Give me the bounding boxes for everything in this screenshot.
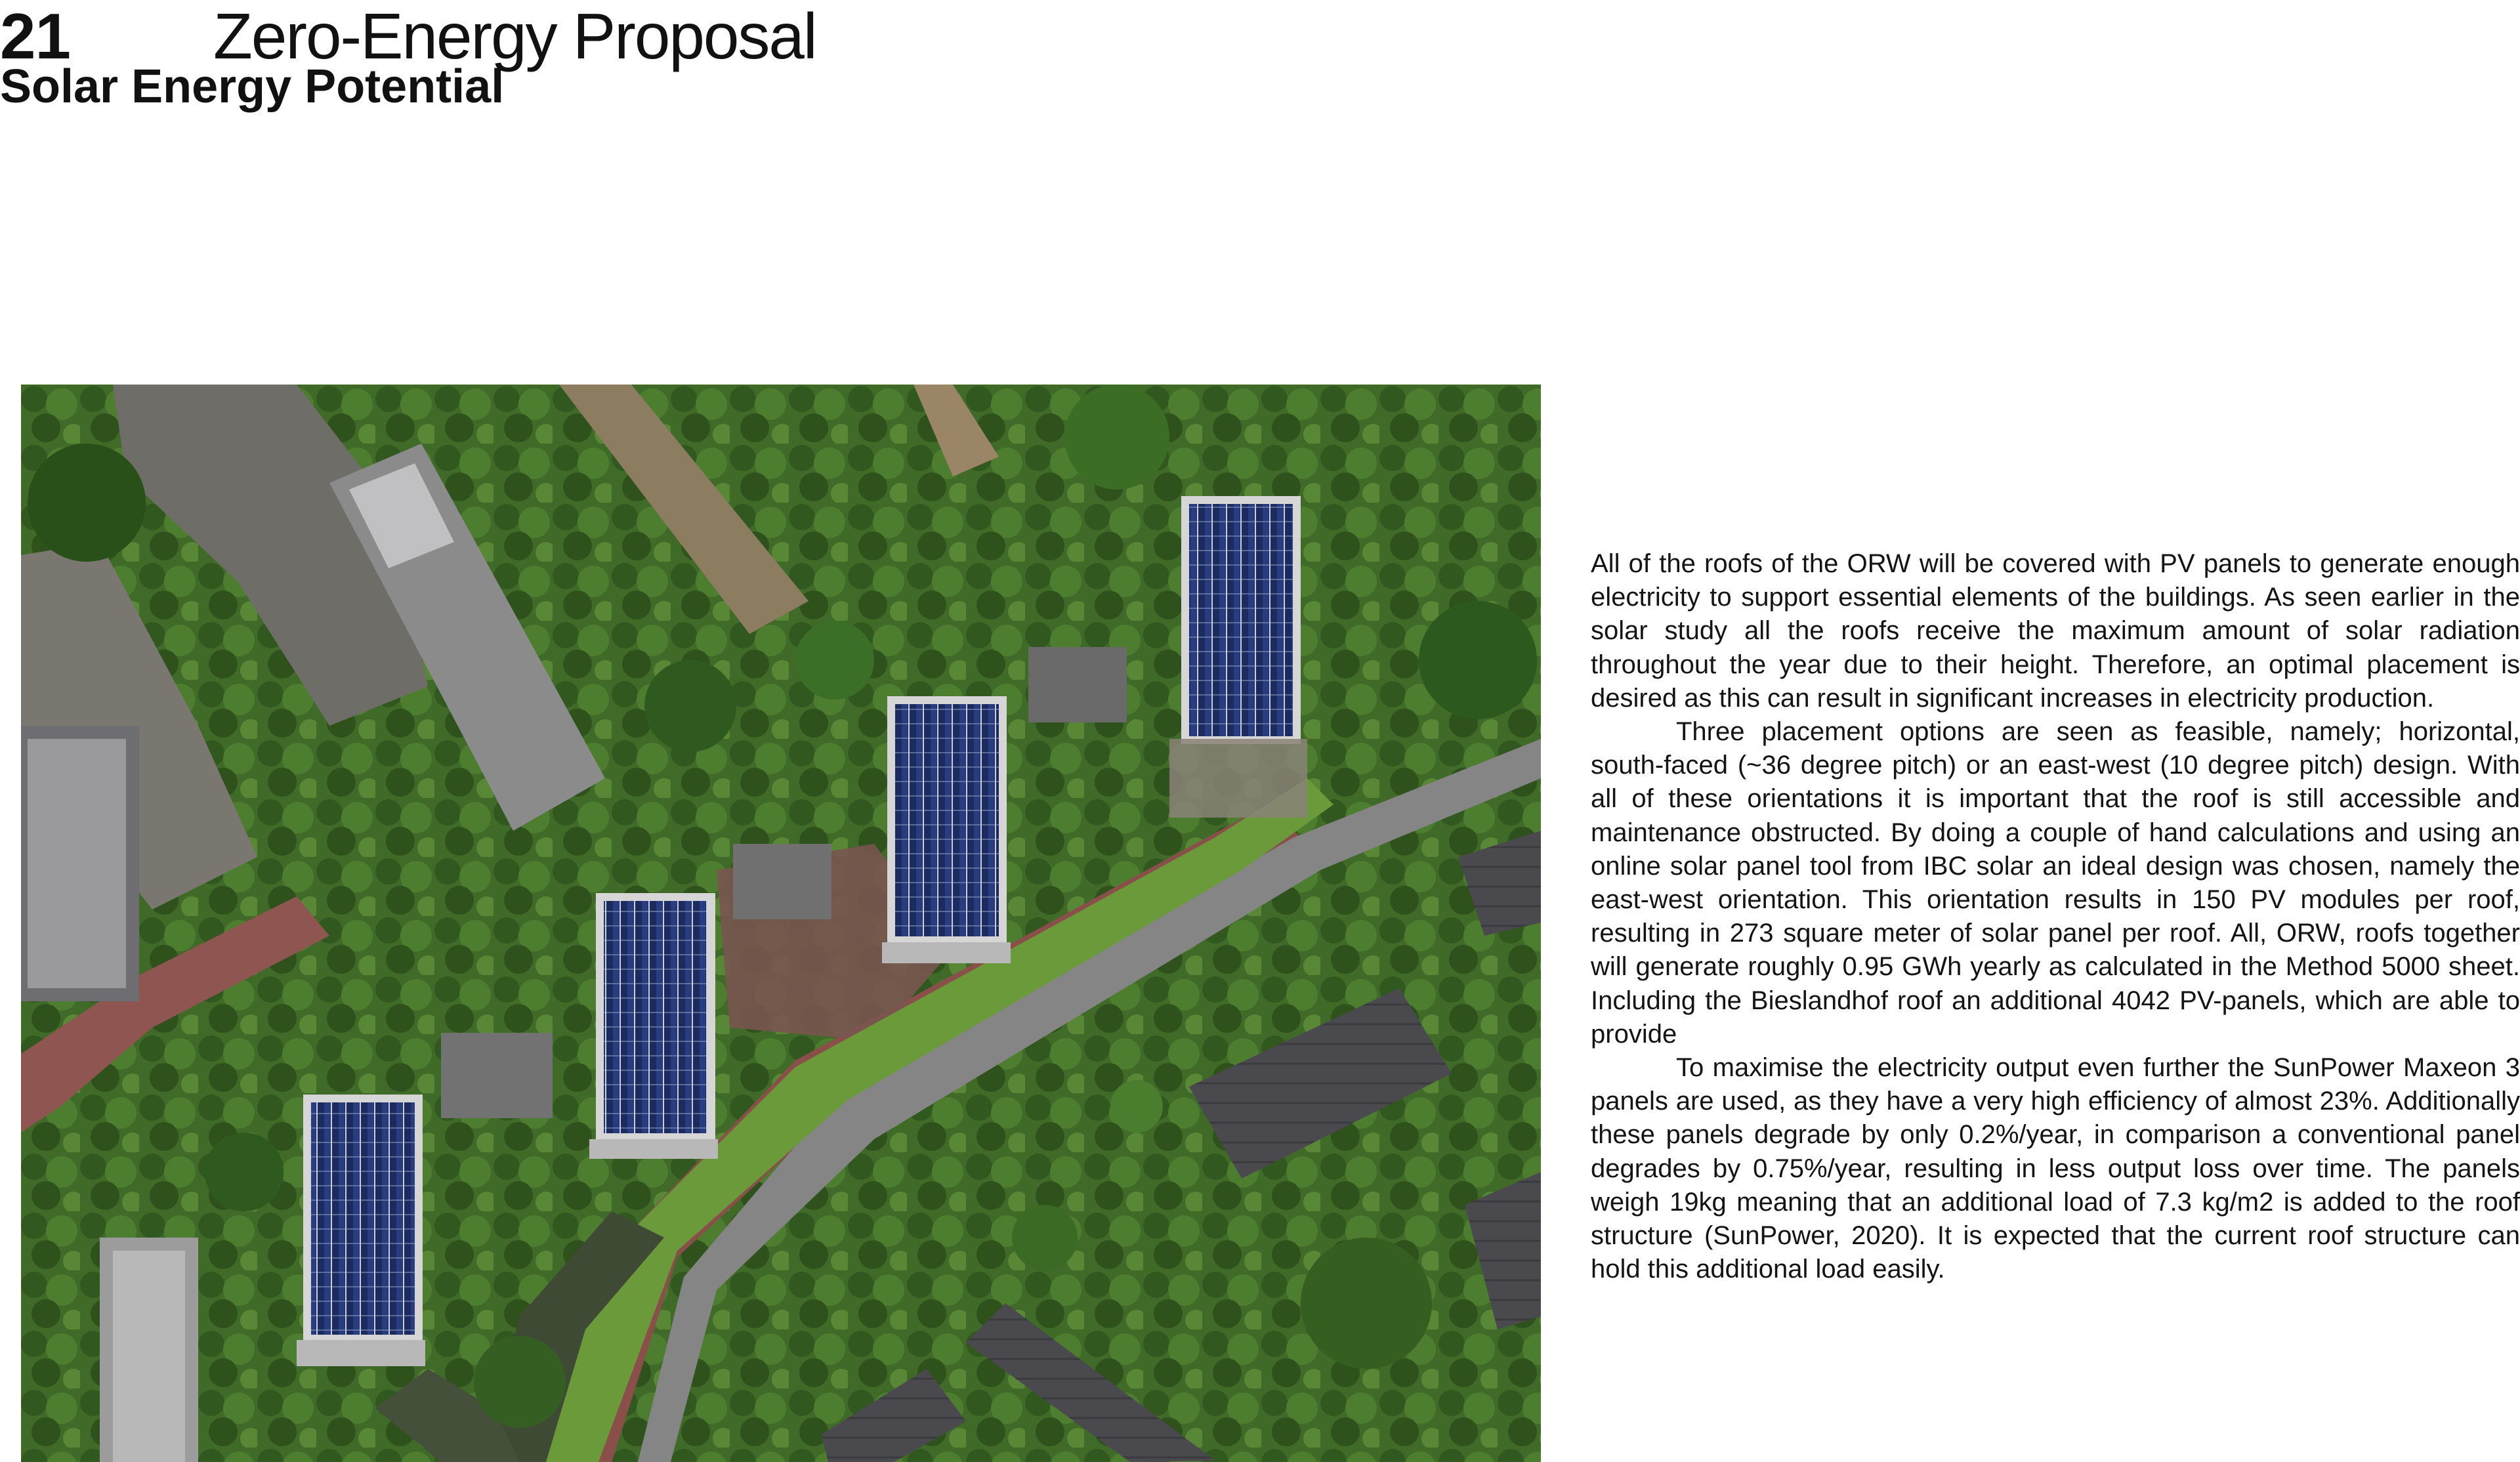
paragraph: To maximise the electricity output even further the SunPower Maxeon 3 panels are used, as they have a very high efficiency of almost 23%. Additionally these panels degrade by only 0.2%/year, in comparison a conventional panel degrades by 0.75%/year, resulting in less output loss over time. The panels weigh 19kg meaning that an additional load of 7.3 kg/m2 is added to the roof structure (SunPower, 2020). It is expected that the current roof structure can hold this additional load easily. <box>1591 1053 2520 1284</box>
tower-roof-3 <box>589 893 718 1159</box>
tower-roof-1 <box>1169 496 1307 818</box>
tree <box>1110 1080 1163 1133</box>
page-title: Zero-Energy Proposal <box>213 0 816 72</box>
tree <box>474 1336 566 1428</box>
building-left-roof <box>28 739 126 988</box>
tower-roof-4 <box>297 1095 425 1366</box>
paragraph: All of the roofs of the ORW will be covered with PV panels to generate enough electricity to support essential elements of the buildings. As seen earlier in the solar study all the roofs receive the maximum amount of solar radiation throughout the year due to their height. Therefore, an optimal placement is desired as this can result in significant increases in electricity production. <box>1591 549 2520 713</box>
tree <box>205 1133 284 1211</box>
section-subtitle: Solar Energy Potential <box>0 60 505 113</box>
shed-3 <box>441 1033 553 1118</box>
tree <box>1064 385 1169 490</box>
shed-1 <box>1028 647 1127 722</box>
building-bottom-left-roof <box>113 1251 185 1462</box>
tree <box>644 660 736 752</box>
tree <box>28 444 146 562</box>
page-number: 21 <box>0 0 71 72</box>
tree <box>1419 601 1537 719</box>
tower-roof-2 <box>882 696 1011 963</box>
aerial-photo <box>21 385 1541 1462</box>
tree <box>1301 1238 1432 1369</box>
tree <box>1012 1205 1078 1270</box>
body-text <box>1591 547 2520 1286</box>
paragraph: Three placement options are seen as feasible, namely; horizontal, south-faced (~36 degree pitch) or an east-west (10 degree pitch) design. With all of these orientations it is important that the roof is still accessible and maintenance obstructed. By doing a couple of hand calculations and using an online solar panel tool from IBC solar an ideal design was chosen, namely the east-west orientation. This orientation results in 150 PV modules per roof, resulting in 273 square meter of solar panel per roof. All, ORW, roofs together will generate roughly 0.95 GWh yearly as calculated in the Method 5000 sheet. Including the Bieslandhof roof an additional 4042 PV-panels, which are able to provide <box>1591 717 2520 1049</box>
tree <box>795 621 874 700</box>
shed-2 <box>733 844 831 919</box>
